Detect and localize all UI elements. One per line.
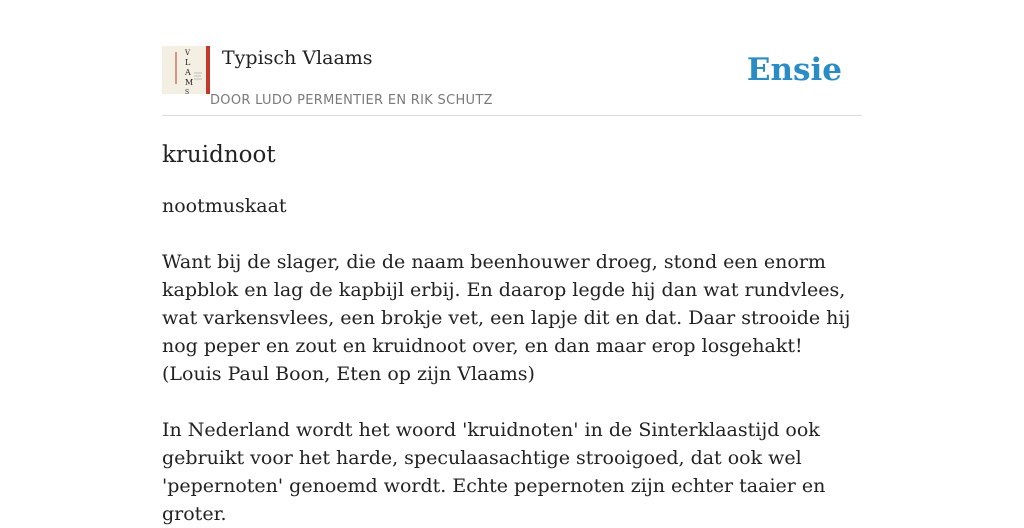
entry-quote-source: (Louis Paul Boon, Eten op zijn Vlaams)	[162, 363, 535, 385]
dictionary-byline: DOOR LUDO PERMENTIER EN RIK SCHUTZ	[210, 93, 493, 108]
entry-note: In Nederland wordt het woord 'kruidnoten' in de Sinterklaastijd ook gebruikt voor het harde, speculaasachtige strooigoed, dat ook wel 'pepernoten' genoemd wordt. Echte pepernoten zijn echter taaier en groter.	[162, 419, 826, 525]
entry-content	[162, 192, 862, 528]
entry-quote: Want bij de slager, die de naam beenhouwer droeg, stond een enorm kapblok en lag de kapbijl erbij. En daarop legde hij dan wat rundvlees, wat varkensvlees, een brokje vet, een lapje dit en dat. Daar strooide hij nog peper en zout en kruidnoot over, en dan maar erop losgehakt!	[162, 251, 851, 357]
paragraph-gap	[162, 388, 862, 416]
logo-letter: L	[185, 58, 191, 67]
dictionary-title[interactable]: Typisch Vlaams	[222, 47, 373, 69]
logo-letter: V	[185, 49, 191, 57]
header-divider	[162, 115, 862, 116]
entry-title: kruidnoot	[162, 142, 276, 168]
logo-letter: A	[185, 68, 191, 77]
logo-letter: M	[185, 78, 194, 87]
paragraph-gap	[162, 220, 862, 248]
logo-letter: S	[185, 89, 190, 96]
book-cover-icon	[162, 46, 210, 94]
entry-definition: nootmuskaat	[162, 195, 287, 217]
brand-logo[interactable]: Ensie	[746, 52, 842, 88]
dictionary-logo[interactable]	[162, 46, 210, 94]
